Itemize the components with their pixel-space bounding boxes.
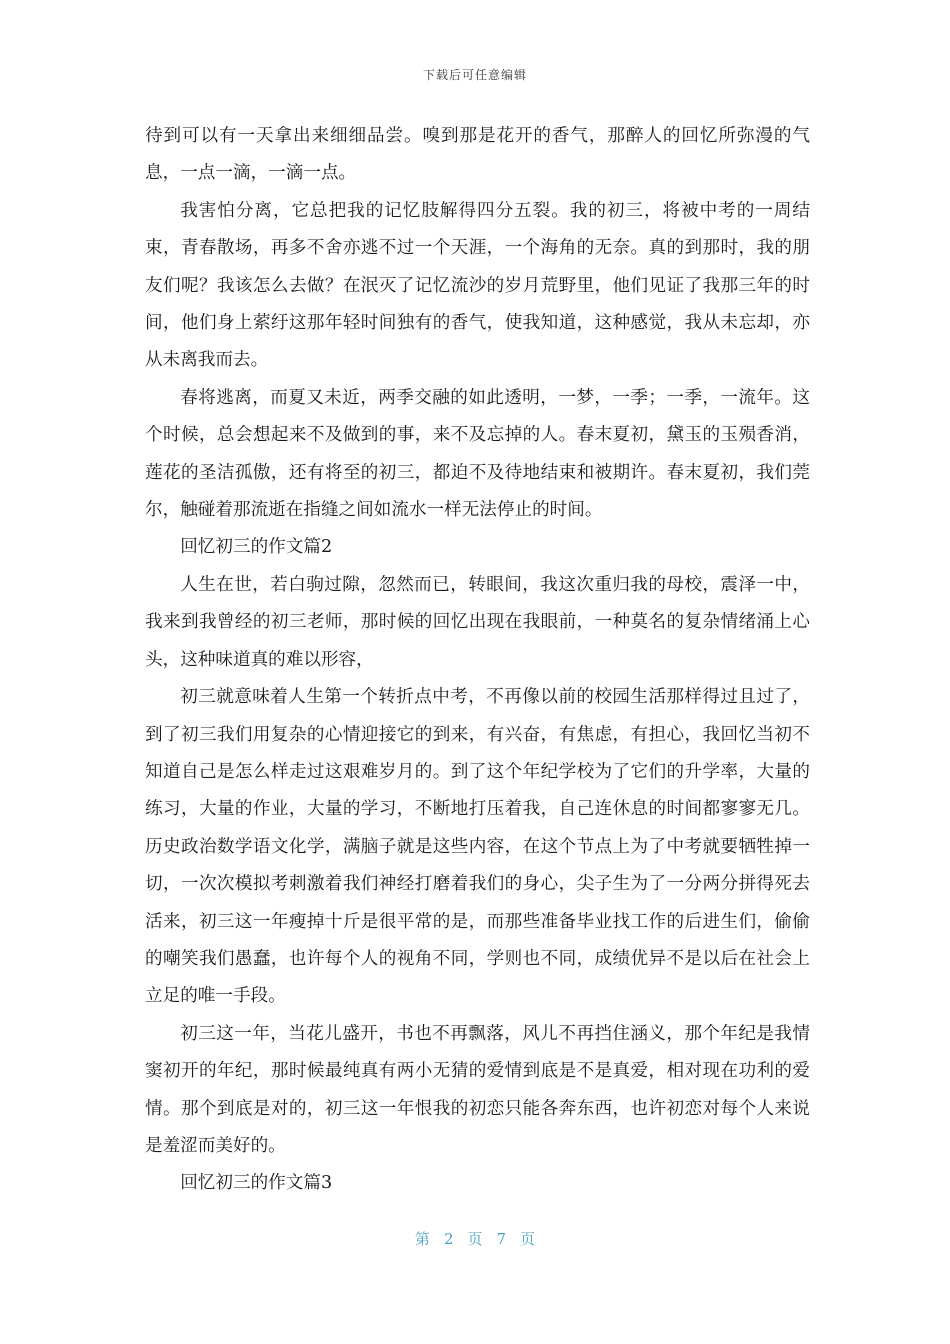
footer-page-number: 2 (443, 1230, 454, 1248)
paragraph: 春将逃离，而夏又未近，两季交融的如此透明，一梦，一季；一季，一流年。这个时候，总会想起来不及做到的事，来不及忘掉的人。春末夏初，黛玉的玉殒香消，莲花的圣洁孤傲，还有将至的初三，都迫不及待地结束和被期许。春末夏初，我们莞尔，触碰着那流逝在指缝之间如流水一样无法停止的时间。 (145, 387, 810, 521)
footer-total-pages: 7 (496, 1230, 507, 1248)
page-footer (0, 1228, 950, 1249)
body-text (145, 118, 810, 1203)
paragraph: 初三就意味着人生第一个转折点中考，不再像以前的校园生活那样得过且过了，到了初三我们用复杂的心情迎接它的到来，有兴奋，有焦虑，有担心，我回忆当初不知道自己是怎么样走过这艰难岁月的。到了这个年纪学校为了它们的升学率，大量的练习，大量的作业，大量的学习，不断地打压着我，自己连休息的时间都寥寥无几。历史政治数学语文化学，满脑子就是这些内容，在这个节点上为了中考就要牺牲掉一切，一次次模拟考刺激着我们神经打磨着我们的身心，尖子生为了一分两分拼得死去活来，初三这一年瘦掉十斤是很平常的是，而那些准备毕业找工作的后进生们，偷偷的嘲笑我们愚蠢，也许每个人的视角不同，学则也不同，成绩优异不是以后在社会上立足的唯一手段。 (145, 687, 810, 1007)
footer-middle: 页 (467, 1230, 483, 1248)
header-note: 下载后可任意编辑 (422, 68, 527, 82)
paragraph: 人生在世，若白驹过隙，忽然而已，转眼间，我这次重归我的母校，震泽一中，我来到我曾经的初三老师，那时候的回忆出现在我眼前，一种莫名的复杂情绪涌上心头，这种味道真的难以形容， (145, 574, 810, 670)
footer-suffix: 页 (520, 1230, 536, 1248)
paragraph: 待到可以有一天拿出来细细品尝。嗅到那是花开的香气，那醉人的回忆所弥漫的气息，一点一滴，一滴一点。 (145, 126, 810, 184)
paragraph: 我害怕分离，它总把我的记忆肢解得四分五裂。我的初三，将被中考的一周结束，青春散场，再多不舍亦逃不过一个天涯，一个海角的无奈。真的到那时，我的朋友们呢？我该怎么去做？在泯灭了记忆流沙的岁月荒野里，他们见证了我那三年的时间，他们身上萦纡这那年轻时间独有的香气，使我知道，这种感觉，我从未忘却，亦从未离我而去。 (145, 200, 810, 371)
section-heading: 回忆初三的作文篇2 (180, 537, 333, 558)
paragraph: 初三这一年，当花儿盛开，书也不再飘落，风儿不再挡住涵义，那个年纪是我情窦初开的年纪，那时候最纯真有两小无猜的爱情到底是不是真爱，相对现在功利的爱情。那个到底是对的，初三这一年恨我的初恋只能各奔东西，也许初恋对每个人来说是羞涩而美好的。 (145, 1023, 810, 1156)
footer-prefix: 第 (414, 1230, 430, 1248)
section-heading: 回忆初三的作文篇3 (180, 1173, 333, 1194)
